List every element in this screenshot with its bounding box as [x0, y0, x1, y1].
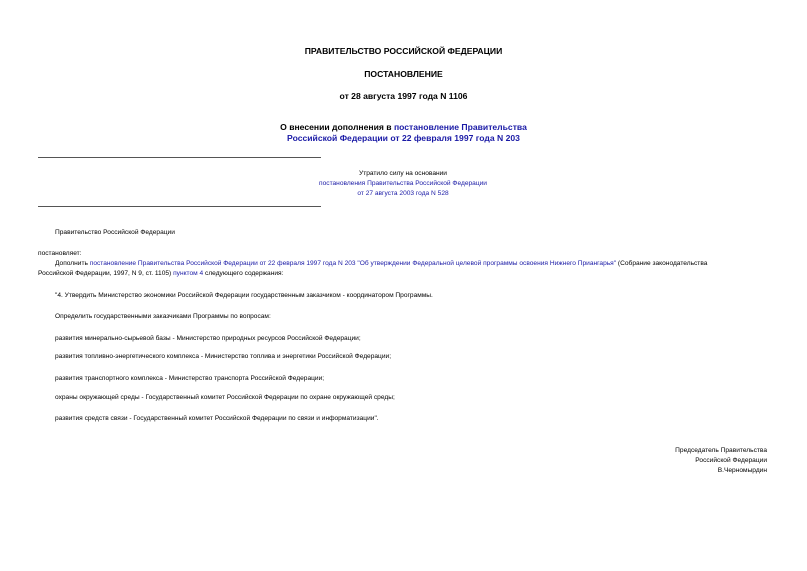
list-item: "4. Утвердить Министерство экономики Российской Федерации государственным заказчиком - координатором Программы.	[55, 292, 433, 299]
status-note-link-date[interactable]: от 27 августа 2003 года N 528	[357, 190, 449, 197]
document-type: ПОСТАНОВЛЕНИЕ	[364, 69, 443, 79]
signature-title: Председатель Правительства	[675, 447, 767, 454]
resolves-text: постановляет:	[38, 250, 82, 257]
title-prefix: О внесении дополнения в	[280, 122, 394, 132]
document-date-number: от 28 августа 1997 года N 1106	[339, 91, 468, 101]
divider-top	[38, 157, 321, 158]
paragraph-1-line1	[55, 259, 707, 269]
document-title-line1	[0, 122, 807, 133]
paragraph-1-mid: (Собрание законодательства	[616, 260, 708, 267]
list-item: Определить государственными заказчиками Программы по вопросам:	[55, 313, 271, 320]
government-heading: ПРАВИТЕЛЬСТВО РОССИЙСКОЙ ФЕДЕРАЦИИ	[304, 46, 503, 56]
list-item: охраны окружающей среды - Государственный комитет Российской Федерации по охране окружающей среды;	[55, 394, 395, 401]
list-item: развития транспортного комплекса - Министерство транспорта Российской Федерации;	[55, 375, 325, 382]
paragraph-1-line2	[38, 269, 283, 279]
signature-name: В.Черномырдин	[717, 467, 767, 474]
status-note-line1: Утратило силу на основании	[359, 170, 447, 177]
title-link-resolution[interactable]: постановление Правительства	[393, 122, 527, 132]
signature-organization: Российской Федерации	[695, 457, 767, 464]
status-note-link-resolution[interactable]: постановления Правительства Российской Федерации	[319, 180, 487, 187]
list-item: развития топливно-энергетического комплекса - Министерство топлива и энергетики Российской Федерации;	[55, 353, 392, 360]
document-title-line2	[0, 133, 807, 144]
list-item: развития минерально-сырьевой базы - Министерство природных ресурсов Российской Федерации;	[55, 335, 361, 342]
list-item: развития средств связи - Государственный комитет Российской Федерации по связи и информатизации".	[55, 415, 379, 422]
issuer-text: Правительство Российской Федерации	[55, 229, 175, 236]
paragraph-1-link-item4[interactable]: пунктом 4	[173, 270, 204, 277]
paragraph-1-link-resolution[interactable]: постановление Правительства Российской Федерации от 22 февраля 1997 года N 203 "Об утверждении Федеральной целевой программы освоения Нижнего Приангарья"	[89, 260, 617, 267]
paragraph-1-line2-start: Российской Федерации, 1997, N 9, ст. 1105)	[38, 270, 174, 277]
paragraph-1-start: Дополнить	[55, 260, 90, 267]
title-link-resolution-date[interactable]: Российской Федерации от 22 февраля 1997 года N 203	[287, 133, 520, 143]
divider-bottom	[38, 206, 321, 207]
paragraph-1-end: следующего содержания:	[203, 270, 284, 277]
